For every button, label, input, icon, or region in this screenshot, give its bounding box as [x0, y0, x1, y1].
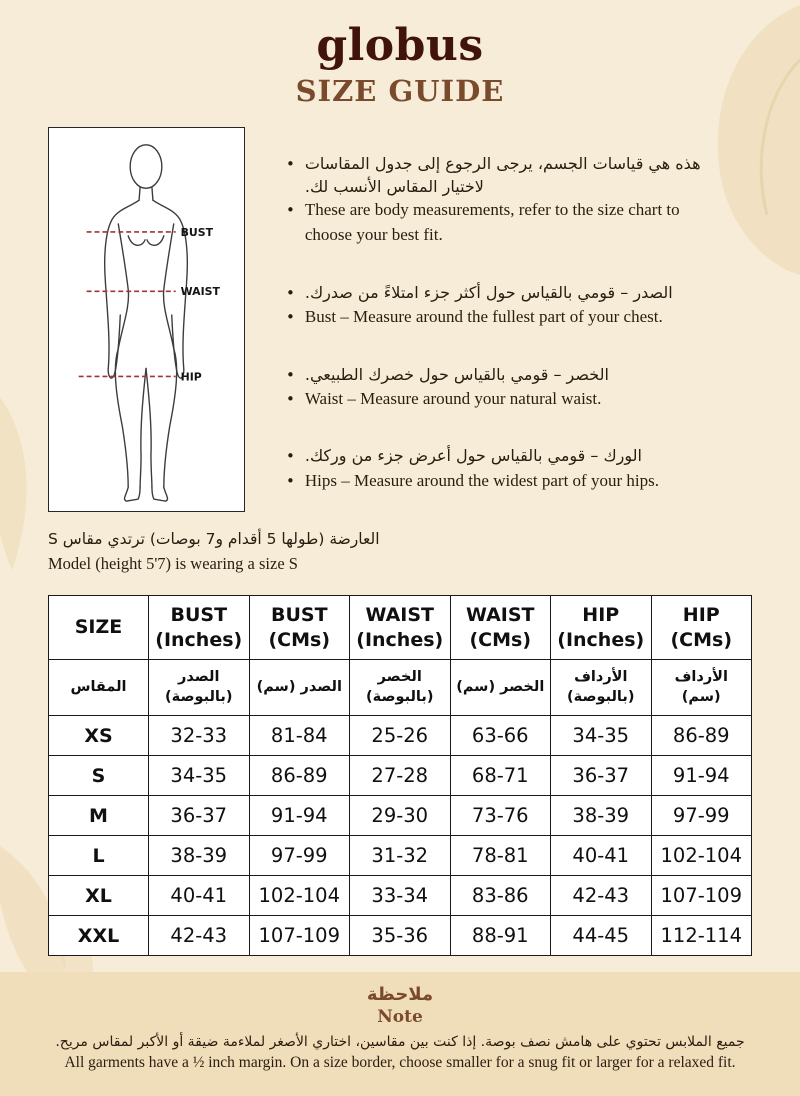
column-header-ar: الصدر (بالبوصة) — [149, 660, 250, 716]
table-row — [49, 916, 752, 956]
size-table-body — [49, 716, 752, 956]
instruction-bullet-ar — [286, 152, 726, 198]
value-cell: 38-39 — [149, 836, 250, 876]
table-row — [49, 876, 752, 916]
column-header-ar: الأرداف (بالبوصة) — [551, 660, 652, 716]
size-cell: L — [49, 836, 149, 876]
value-cell: 78-81 — [450, 836, 551, 876]
size-cell: XXL — [49, 916, 149, 956]
value-cell: 107-109 — [249, 916, 350, 956]
bullet-icon: • — [286, 471, 295, 490]
note-section — [0, 972, 800, 1096]
instruction-group — [286, 281, 726, 330]
bust-label: BUST — [180, 225, 214, 239]
instruction-text-ar: الخصر – قومي بالقياس حول خصرك الطبيعي. — [304, 364, 609, 384]
column-header-en: WAIST (CMs) — [450, 596, 551, 660]
table-row — [49, 836, 752, 876]
size-cell: XS — [49, 716, 149, 756]
note-body-ar: جميع الملابس تحتوي على هامش نصف بوصة. إذا كنت بين مقاسين، اختاري الأصغر لملاءمة ضيقة أو الأكبر لمقاس مريح. — [55, 1034, 745, 1050]
value-cell: 36-37 — [551, 756, 652, 796]
leaf-decoration-left — [0, 385, 45, 575]
value-cell: 44-45 — [551, 916, 652, 956]
value-cell: 33-34 — [350, 876, 451, 916]
instruction-bullet-en — [286, 387, 726, 412]
instruction-group — [286, 363, 726, 412]
bullet-icon: • — [286, 155, 295, 173]
size-cell: S — [49, 756, 149, 796]
value-cell: 112-114 — [651, 916, 752, 956]
value-cell: 36-37 — [149, 796, 250, 836]
value-cell: 27-28 — [350, 756, 451, 796]
table-row — [49, 756, 752, 796]
value-cell: 34-35 — [551, 716, 652, 756]
value-cell: 32-33 — [149, 716, 250, 756]
bullet-icon: • — [286, 389, 295, 408]
value-cell: 102-104 — [651, 836, 752, 876]
measurement-lines — [79, 232, 176, 377]
value-cell: 73-76 — [450, 796, 551, 836]
instruction-list — [286, 152, 726, 526]
instruction-text-ar: الورك – قومي بالقياس حول أعرض جزء من وركك. — [304, 446, 642, 466]
value-cell: 38-39 — [551, 796, 652, 836]
value-cell: 29-30 — [350, 796, 451, 836]
instruction-bullet-ar — [286, 363, 726, 387]
instruction-bullet-en — [286, 305, 726, 330]
bullet-icon: • — [286, 201, 295, 220]
table-row — [49, 660, 752, 716]
value-cell: 88-91 — [450, 916, 551, 956]
model-note — [48, 527, 608, 577]
bullet-icon: • — [286, 447, 295, 466]
table-row — [49, 796, 752, 836]
instruction-text-en: Hips – Measure around the widest part of your hips. — [304, 470, 659, 490]
value-cell: 63-66 — [450, 716, 551, 756]
instruction-bullet-en — [286, 469, 726, 494]
model-note-ar: العارضة (طولها 5 أقدام و7 بوصات) ترتدي مقاس S — [48, 530, 380, 548]
instruction-text-en: These are body measurements, refer to the size chart to choose your best fit. — [304, 200, 680, 245]
column-header-ar: الصدر (سم) — [249, 660, 350, 716]
value-cell: 97-99 — [651, 796, 752, 836]
value-cell: 83-86 — [450, 876, 551, 916]
instruction-bullet-ar — [286, 281, 726, 305]
size-table — [48, 595, 752, 956]
bullet-icon: • — [286, 365, 295, 384]
column-header-en: SIZE — [49, 596, 149, 660]
size-cell: XL — [49, 876, 149, 916]
value-cell: 34-35 — [149, 756, 250, 796]
value-cell: 25-26 — [350, 716, 451, 756]
body-outline — [105, 145, 188, 501]
column-header-ar: الخصر (سم) — [450, 660, 551, 716]
instruction-text-ar: هذه هي قياسات الجسم، يرجى الرجوع إلى جدول المقاسات لاختيار المقاس الأنسب لك. — [304, 154, 701, 197]
value-cell: 107-109 — [651, 876, 752, 916]
bullet-icon: • — [286, 283, 295, 302]
value-cell: 31-32 — [350, 836, 451, 876]
size-cell: M — [49, 796, 149, 836]
column-header-ar: الخصر (بالبوصة) — [350, 660, 451, 716]
value-cell: 86-89 — [249, 756, 350, 796]
value-cell: 42-43 — [551, 876, 652, 916]
waist-label: WAIST — [180, 285, 220, 299]
column-header-en: WAIST (Inches) — [350, 596, 451, 660]
instruction-text-en: Waist – Measure around your natural waist. — [304, 388, 602, 408]
value-cell: 68-71 — [450, 756, 551, 796]
value-cell: 81-84 — [249, 716, 350, 756]
instruction-text-ar: الصدر – قومي بالقياس حول أكثر جزء امتلاءً من صدرك. — [304, 282, 673, 302]
table-row — [49, 716, 752, 756]
value-cell: 40-41 — [551, 836, 652, 876]
instruction-group — [286, 444, 726, 493]
body-measurement-figure — [48, 127, 245, 512]
body-outline-illustration — [49, 128, 244, 511]
note-title-en: Note — [377, 1007, 423, 1027]
column-header-en: HIP (Inches) — [551, 596, 652, 660]
instruction-bullet-en — [286, 198, 726, 247]
instruction-text-en: Bust – Measure around the fullest part of your chest. — [304, 306, 663, 326]
value-cell: 102-104 — [249, 876, 350, 916]
value-cell: 40-41 — [149, 876, 250, 916]
instruction-bullet-ar — [286, 444, 726, 468]
size-table-head — [49, 596, 752, 716]
column-header-en: HIP (CMs) — [651, 596, 752, 660]
value-cell: 97-99 — [249, 836, 350, 876]
model-note-en: Model (height 5'7) is wearing a size S — [48, 553, 298, 573]
value-cell: 91-94 — [249, 796, 350, 836]
column-header-en: BUST (Inches) — [149, 596, 250, 660]
column-header-ar: المقاس — [49, 660, 149, 716]
table-row — [49, 596, 752, 660]
note-body-en: All garments have a ½ inch margin. On a size border, choose smaller for a snug fit or larger for a relaxed fit. — [64, 1054, 736, 1071]
value-cell: 86-89 — [651, 716, 752, 756]
brand-logo: globus — [316, 20, 484, 71]
bullet-icon: • — [286, 307, 295, 326]
value-cell: 35-36 — [350, 916, 451, 956]
value-cell: 42-43 — [149, 916, 250, 956]
note-title-ar: ملاحظة — [366, 984, 434, 1005]
column-header-ar: الأرداف (سم) — [651, 660, 752, 716]
hip-label: HIP — [180, 370, 202, 384]
column-header-en: BUST (CMs) — [249, 596, 350, 660]
instruction-group — [286, 152, 726, 248]
value-cell: 91-94 — [651, 756, 752, 796]
page-title: SIZE GUIDE — [295, 74, 505, 108]
